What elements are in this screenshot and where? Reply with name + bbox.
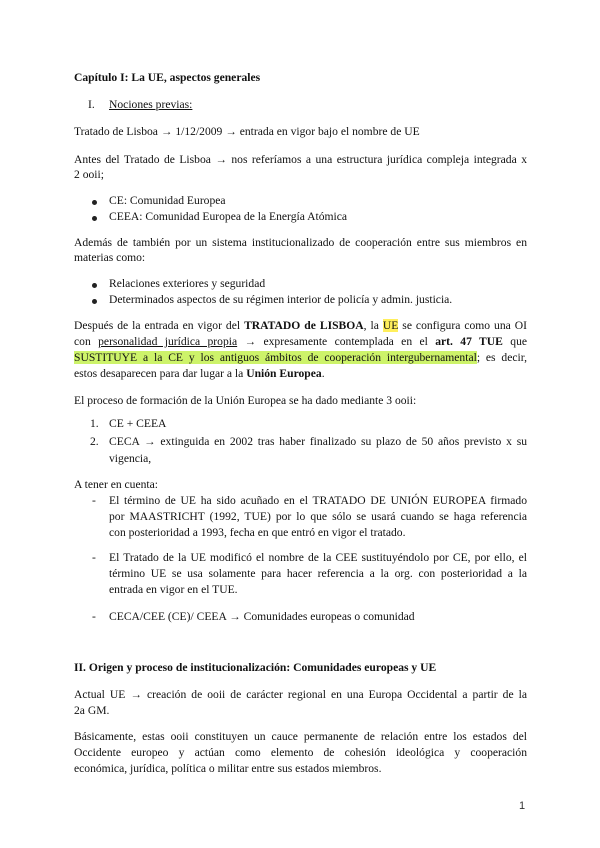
page-number: 1 [519, 800, 526, 812]
paragraph-despues-line [74, 319, 527, 332]
paragraph-proceso: El proceso de formación de la Unión Europea se ha dado mediante 3 ooii: [74, 394, 417, 407]
paragraph-actual-line: 2a GM. [74, 704, 110, 717]
union-europea-bold: Unión Europea [246, 367, 322, 380]
section-title: Nociones previas: [109, 98, 193, 111]
list-item-line: El Tratado de la UE modificó el nombre de la CEE sustituyéndolo por CE, por ello, el [109, 551, 527, 564]
paragraph-ademas-line: Además de también por un sistema institucionalizado de cooperación entre sus miembros en [74, 236, 527, 249]
list-item: CE: Comunidad Europea [109, 194, 226, 207]
chapter-title: Capítulo I: La UE, aspectos generales [74, 71, 261, 84]
text-run: estos desaparecen para dar lugar a la [74, 367, 247, 380]
list-item: CE + CEEA [109, 417, 167, 430]
text-run: que [502, 335, 528, 348]
ue-highlight: UE [382, 319, 399, 332]
list-item-line: por MAASTRICHT (1992, TUE) por lo que sólo se usará cuando se haga referencia [109, 510, 527, 523]
list-dash: - [92, 551, 96, 564]
bullet-icon [92, 283, 97, 288]
bullet-icon [92, 216, 97, 221]
paragraph-basicamente-line: Occidente europeo y actúan como elemento de cohesión ideológica y cooperación [74, 746, 527, 759]
paragraph-despues-line [74, 351, 527, 364]
list-item-line: El término de UE ha sido acuñado en el TRATADO DE UNIÓN EUROPEA firmado [109, 494, 527, 507]
list-number: 2. [90, 435, 99, 448]
paragraph-ademas-line: materias como: [74, 251, 146, 264]
paragraph-antes-line: 2 ooii; [74, 168, 104, 181]
section-numeral: I. [88, 98, 95, 111]
tratado-lisboa-bold: TRATADO de LISBOA [244, 319, 364, 332]
list-item-line: CECA → extinguida en 2002 tras haber finalizado su plazo de 50 años previsto x su [109, 435, 527, 448]
paragraph-despues-line [74, 335, 527, 348]
paragraph-antes-line: Antes del Tratado de Lisboa → nos referíamos a una estructura jurídica compleja integrada x [74, 153, 527, 166]
list-item-line: vigencia, [109, 452, 152, 465]
list-item-line: con posterioridad a 1993, fecha en que entró en vigor el tratado. [109, 526, 406, 539]
list-item-line: término UE se usa solamente para hacer referencia a la org. con posterioridad a la [109, 567, 527, 580]
text-run: ; es decir, [476, 351, 527, 364]
section-2-title: II. Origen y proceso de institucionalización: Comunidades europeas y UE [74, 661, 437, 674]
bullet-icon [92, 200, 97, 205]
list-dash: - [92, 494, 96, 507]
paragraph-actual-line: Actual UE → creación de ooii de carácter regional en una Europa Occidental a partir de la [74, 688, 527, 701]
text-run: Después de la entrada en vigor del [74, 319, 245, 332]
paragraph-despues-line [74, 367, 325, 380]
list-item-line: entrada en vigor en el TUE. [109, 583, 238, 596]
art-47-bold: art. 47 TUE [435, 335, 503, 348]
list-number: 1. [90, 417, 99, 430]
list-dash: - [92, 610, 96, 623]
list-item-line: CECA/CEE (CE)/ CEEA → Comunidades europeas o comunidad [109, 610, 415, 623]
bullet-icon [92, 299, 97, 304]
list-item: CEEA: Comunidad Europea de la Energía Atómica [109, 210, 348, 223]
text-run: con [74, 335, 99, 348]
text-run: → expresamente contemplada en el [237, 335, 436, 348]
paragraph-lisboa-date: Tratado de Lisboa → 1/12/2009 → entrada en vigor bajo el nombre de UE [74, 125, 420, 138]
text-run: . [321, 367, 325, 380]
text-run: se configura como una OI [398, 319, 527, 332]
list-item: Determinados aspectos de su régimen interior de policía y admin. justicia. [109, 293, 453, 306]
paragraph-basicamente-line: Básicamente, estas ooii constituyen un cauce permanente de relación entre los estados del [74, 730, 527, 743]
sustituye-highlight: SUSTITUYE a la CE y los antiguos ámbitos de cooperación intergubernamental [74, 351, 477, 364]
paragraph-basicamente-line: económica, jurídica, política o militar entre sus estados miembros. [74, 762, 382, 775]
list-item: Relaciones exteriores y seguridad [109, 277, 266, 290]
text-run: , la [363, 319, 383, 332]
paragraph-atener: A tener en cuenta: [74, 478, 159, 491]
personalidad-juridica-underlined: personalidad jurídica propia [98, 335, 238, 348]
